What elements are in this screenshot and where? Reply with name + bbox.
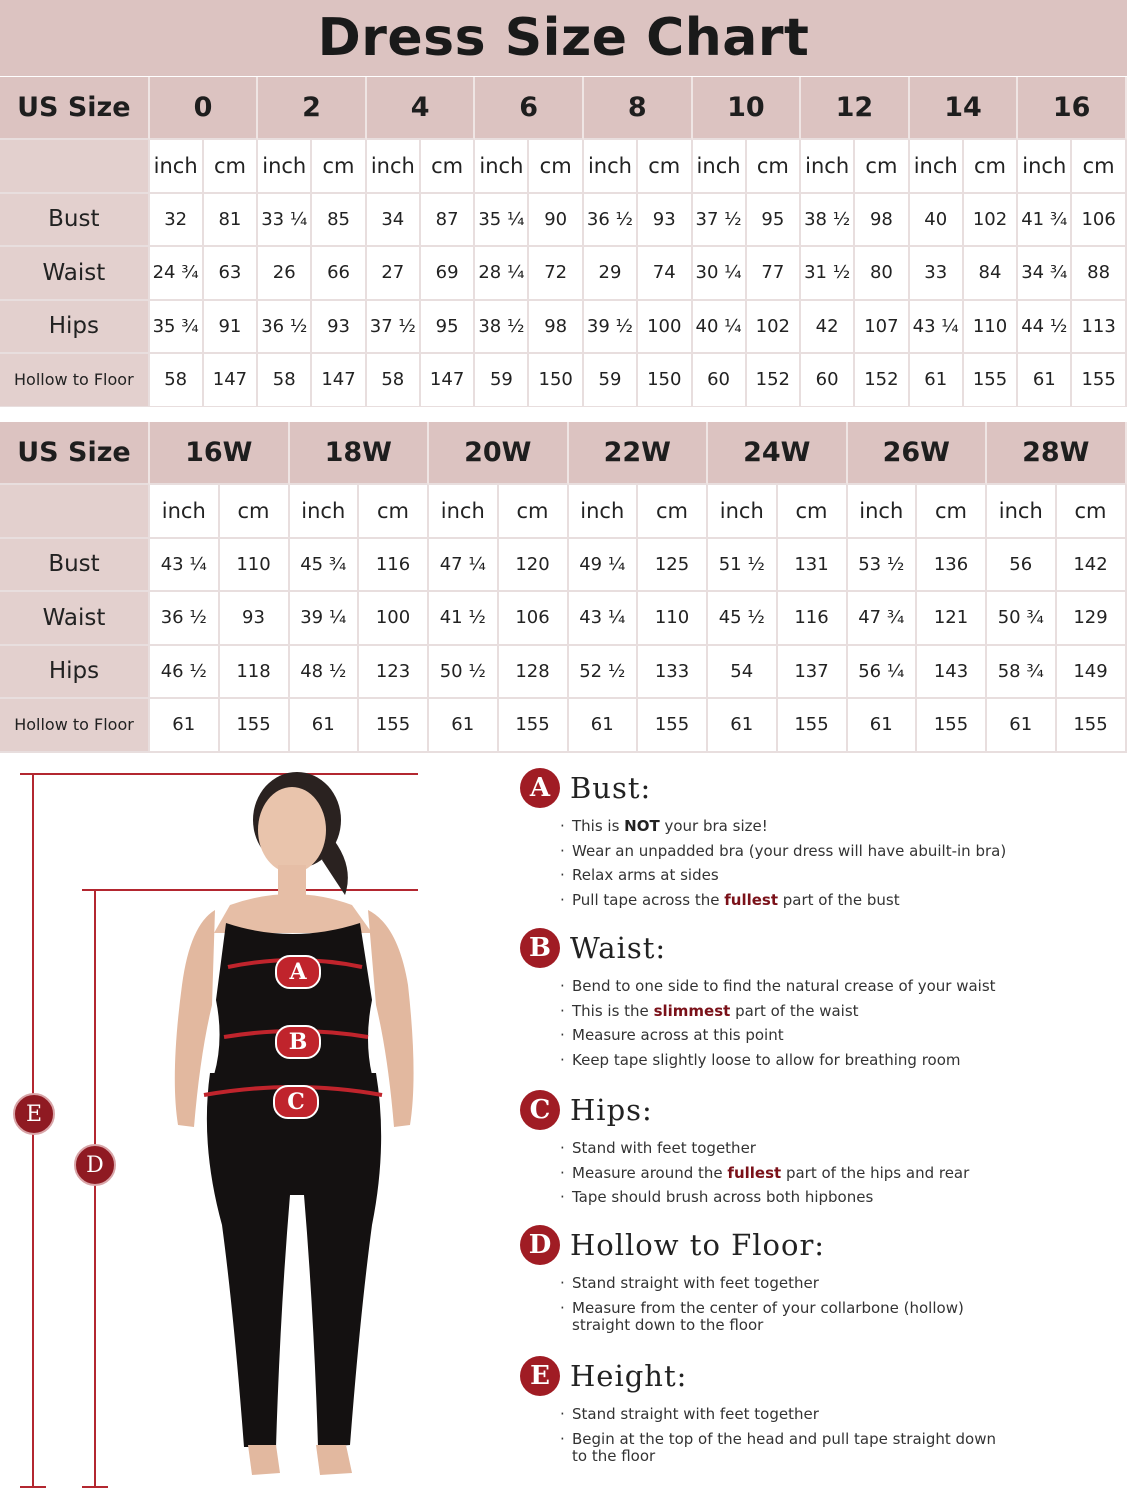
table-cell: 113 (1072, 301, 1127, 355)
table-cell: 152 (855, 354, 910, 408)
section-hips (520, 1090, 969, 1210)
table-cell: 98 (529, 301, 584, 355)
table-cell: 95 (421, 301, 476, 355)
table-cell: 45 ¾ (290, 539, 360, 593)
table-cell: 47 ¾ (848, 592, 918, 646)
marker-d-badge: D (74, 1144, 116, 1186)
unit-cm: cm (778, 485, 848, 539)
unit-cm: cm (747, 140, 802, 194)
table-cell: 58 (367, 354, 421, 408)
row-label-waist: Waist (0, 592, 150, 646)
bust-tip-1: · This is NOT your bra size! (572, 814, 1006, 839)
size-header-6: 6 (475, 77, 584, 140)
waist-tip-1: · Bend to one side to find the natural crease of your waist (572, 974, 996, 999)
table-cell: 80 (855, 247, 910, 301)
table-cell: 38 ½ (475, 301, 529, 355)
table-cell: 155 (220, 699, 290, 753)
table-cell: 93 (638, 194, 693, 248)
hips-tip-2: · Measure around the fullest part of the hips and rear (572, 1161, 969, 1186)
section-hollow-title: Hollow to Floor: (570, 1228, 826, 1262)
table-cell: 116 (778, 592, 848, 646)
size-header-20w: 20W (429, 422, 569, 485)
table-cell: 81 (204, 194, 259, 248)
table-cell: 85 (312, 194, 367, 248)
row-label-hips: Hips (0, 646, 150, 700)
marker-e-badge: E (13, 1093, 55, 1135)
model-right-foot (316, 1445, 352, 1475)
section-bust (520, 768, 1006, 912)
section-hips-badge: C (520, 1090, 560, 1130)
unit-inch: inch (584, 140, 638, 194)
table-cell: 37 ½ (693, 194, 747, 248)
section-hollow-to-floor (520, 1225, 964, 1334)
unit-cm: cm (964, 140, 1019, 194)
table-cell: 150 (638, 354, 693, 408)
table-cell: 123 (359, 646, 429, 700)
table-cell: 27 (367, 247, 421, 301)
table-cell: 110 (964, 301, 1019, 355)
unit-inch: inch (693, 140, 747, 194)
model-leggings (207, 1073, 381, 1447)
table-cell: 43 ¼ (150, 539, 220, 593)
table-cell: 133 (638, 646, 708, 700)
table-cell: 143 (917, 646, 987, 700)
unit-cm: cm (312, 140, 367, 194)
row-label-hollow-to-floor: Hollow to Floor (0, 354, 150, 408)
unit-inch: inch (801, 140, 855, 194)
section-bust-title: Bust: (570, 771, 652, 805)
table-cell: 93 (220, 592, 290, 646)
table-cell: 36 ½ (584, 194, 638, 248)
table-cell: 49 ¼ (569, 539, 639, 593)
table-cell: 155 (359, 699, 429, 753)
marker-b-tag: B (275, 1025, 321, 1059)
hollow-tip-2: · Measure from the center of your collarbone (hollow) straight down to the floor (572, 1300, 964, 1334)
hollow-tip-1: · Stand straight with feet together (572, 1271, 964, 1296)
unit-cm: cm (638, 140, 693, 194)
bust-tip-4: · Pull tape across the fullest part of the bust (572, 888, 1006, 913)
unit-cm: cm (917, 485, 987, 539)
unit-inch: inch (150, 140, 204, 194)
table-cell: 59 (475, 354, 529, 408)
size-header-28w: 28W (987, 422, 1127, 485)
table-cell: 33 ¼ (258, 194, 312, 248)
unit-inch: inch (569, 485, 639, 539)
size-header-16: 16 (1018, 77, 1127, 140)
waist-tip-2: · This is the slimmest part of the waist (572, 999, 996, 1024)
table-cell: 35 ¾ (150, 301, 204, 355)
unit-inch: inch (987, 485, 1057, 539)
table-cell: 41 ½ (429, 592, 499, 646)
table-cell: 43 ¼ (910, 301, 964, 355)
table-cell: 30 ¼ (693, 247, 747, 301)
size-header-26w: 26W (848, 422, 988, 485)
table-cell: 136 (917, 539, 987, 593)
unit-inch: inch (1018, 140, 1072, 194)
table-cell: 100 (359, 592, 429, 646)
table-cell: 34 (367, 194, 421, 248)
table-cell: 155 (638, 699, 708, 753)
row-label-bust: Bust (0, 194, 150, 248)
table-cell: 60 (801, 354, 855, 408)
table-cell: 155 (778, 699, 848, 753)
table-cell: 155 (917, 699, 987, 753)
unit-cm: cm (421, 140, 476, 194)
marker-a-tag: A (275, 955, 321, 989)
table-cell: 128 (499, 646, 569, 700)
table-cell: 40 (910, 194, 964, 248)
row-label-bust: Bust (0, 539, 150, 593)
table-cell: 88 (1072, 247, 1127, 301)
table-cell: 61 (1018, 354, 1072, 408)
table-cell: 107 (855, 301, 910, 355)
size-header-label: US Size (0, 77, 150, 140)
table-cell: 147 (421, 354, 476, 408)
hips-tip-1: · Stand with feet together (572, 1136, 969, 1161)
table-cell: 50 ¾ (987, 592, 1057, 646)
size-header-24w: 24W (708, 422, 848, 485)
table-cell: 95 (747, 194, 802, 248)
table-cell: 106 (499, 592, 569, 646)
table-cell: 63 (204, 247, 259, 301)
unit-row-label (0, 485, 150, 539)
height-tip-2: · Begin at the top of the head and pull tape straight down to the floor (572, 1431, 996, 1465)
bust-tip-3: · Relax arms at sides (572, 863, 1006, 888)
unit-inch: inch (429, 485, 499, 539)
table-cell: 118 (220, 646, 290, 700)
table-cell: 44 ½ (1018, 301, 1072, 355)
unit-cm: cm (220, 485, 290, 539)
table-cell: 152 (747, 354, 802, 408)
section-height-title: Height: (570, 1359, 688, 1393)
row-label-hollow-to-floor: Hollow to Floor (0, 699, 150, 753)
table-cell: 39 ¼ (290, 592, 360, 646)
size-header-8: 8 (584, 77, 693, 140)
table-cell: 51 ½ (708, 539, 778, 593)
table-cell: 39 ½ (584, 301, 638, 355)
table-cell: 53 ½ (848, 539, 918, 593)
unit-cm: cm (855, 140, 910, 194)
table-cell: 102 (747, 301, 802, 355)
table-cell: 110 (220, 539, 290, 593)
table-cell: 58 (150, 354, 204, 408)
waist-tip-3: · Measure across at this point (572, 1023, 996, 1048)
unit-inch: inch (258, 140, 312, 194)
size-header-16w: 16W (150, 422, 290, 485)
table-cell: 106 (1072, 194, 1127, 248)
table-cell: 149 (1057, 646, 1127, 700)
section-waist-title: Waist: (570, 931, 667, 965)
measurement-figure (0, 755, 500, 1500)
title-bar (0, 0, 1127, 76)
size-table-standard (0, 77, 1127, 408)
table-cell: 48 ½ (290, 646, 360, 700)
table-cell: 61 (569, 699, 639, 753)
table-cell: 98 (855, 194, 910, 248)
size-header-10: 10 (693, 77, 802, 140)
table-cell: 61 (708, 699, 778, 753)
unit-inch: inch (150, 485, 220, 539)
page-title: Dress Size Chart (317, 8, 810, 68)
table-cell: 58 ¾ (987, 646, 1057, 700)
table-cell: 61 (987, 699, 1057, 753)
section-waist (520, 928, 996, 1072)
table-cell: 33 (910, 247, 964, 301)
model-face (258, 787, 326, 873)
table-cell: 37 ½ (367, 301, 421, 355)
table-cell: 47 ¼ (429, 539, 499, 593)
size-header-4: 4 (367, 77, 476, 140)
table-cell: 61 (910, 354, 964, 408)
table-cell: 69 (421, 247, 476, 301)
table-cell: 66 (312, 247, 367, 301)
table-cell: 35 ¼ (475, 194, 529, 248)
table-cell: 129 (1057, 592, 1127, 646)
row-label-hips: Hips (0, 301, 150, 355)
table-cell: 56 (987, 539, 1057, 593)
unit-cm: cm (204, 140, 259, 194)
table-cell: 58 (258, 354, 312, 408)
unit-cm: cm (1057, 485, 1127, 539)
unit-cm: cm (499, 485, 569, 539)
table-cell: 45 ½ (708, 592, 778, 646)
unit-inch: inch (708, 485, 778, 539)
table-cell: 155 (964, 354, 1019, 408)
table-cell: 40 ¼ (693, 301, 747, 355)
table-cell: 90 (529, 194, 584, 248)
table-cell: 155 (499, 699, 569, 753)
table-cell: 121 (917, 592, 987, 646)
unit-inch: inch (848, 485, 918, 539)
unit-cm: cm (359, 485, 429, 539)
table-separator (0, 407, 1127, 421)
table-cell: 42 (801, 301, 855, 355)
table-cell: 125 (638, 539, 708, 593)
table-cell: 77 (747, 247, 802, 301)
table-cell: 61 (429, 699, 499, 753)
table-cell: 60 (693, 354, 747, 408)
table-cell: 155 (1057, 699, 1127, 753)
size-header-14: 14 (910, 77, 1019, 140)
section-height-badge: E (520, 1356, 560, 1396)
table-cell: 84 (964, 247, 1019, 301)
table-cell: 61 (290, 699, 360, 753)
table-cell: 31 ½ (801, 247, 855, 301)
table-cell: 100 (638, 301, 693, 355)
marker-c-tag: C (273, 1085, 319, 1119)
size-header-2: 2 (258, 77, 367, 140)
table-cell: 72 (529, 247, 584, 301)
size-header-22w: 22W (569, 422, 709, 485)
size-header-12: 12 (801, 77, 910, 140)
table-cell: 52 ½ (569, 646, 639, 700)
table-cell: 36 ½ (150, 592, 220, 646)
unit-cm: cm (529, 140, 584, 194)
table-cell: 41 ¾ (1018, 194, 1072, 248)
table-cell: 91 (204, 301, 259, 355)
unit-inch: inch (367, 140, 421, 194)
table-cell: 120 (499, 539, 569, 593)
table-cell: 147 (312, 354, 367, 408)
table-cell: 147 (204, 354, 259, 408)
table-cell: 102 (964, 194, 1019, 248)
unit-inch: inch (910, 140, 964, 194)
table-cell: 59 (584, 354, 638, 408)
table-cell: 29 (584, 247, 638, 301)
unit-cm: cm (638, 485, 708, 539)
table-cell: 26 (258, 247, 312, 301)
table-cell: 74 (638, 247, 693, 301)
table-cell: 32 (150, 194, 204, 248)
section-height (520, 1356, 996, 1465)
table-cell: 116 (359, 539, 429, 593)
section-bust-badge: A (520, 768, 560, 808)
section-hollow-badge: D (520, 1225, 560, 1265)
table-cell: 36 ½ (258, 301, 312, 355)
height-tip-1: · Stand straight with feet together (572, 1402, 996, 1427)
size-header-label: US Size (0, 422, 150, 485)
table-cell: 155 (1072, 354, 1127, 408)
unit-inch: inch (290, 485, 360, 539)
model-silhouette (0, 755, 500, 1500)
table-cell: 131 (778, 539, 848, 593)
table-cell: 38 ½ (801, 194, 855, 248)
table-cell: 43 ¼ (569, 592, 639, 646)
model-left-foot (248, 1445, 280, 1475)
table-cell: 46 ½ (150, 646, 220, 700)
unit-row-label (0, 140, 150, 194)
table-cell: 137 (778, 646, 848, 700)
table-cell: 142 (1057, 539, 1127, 593)
row-label-waist: Waist (0, 247, 150, 301)
table-cell: 61 (848, 699, 918, 753)
model-neck (278, 865, 306, 895)
size-header-18w: 18W (290, 422, 430, 485)
table-cell: 150 (529, 354, 584, 408)
table-cell: 87 (421, 194, 476, 248)
bust-tip-2: · Wear an unpadded bra (your dress will have abuilt-in bra) (572, 839, 1006, 864)
unit-inch: inch (475, 140, 529, 194)
table-cell: 50 ½ (429, 646, 499, 700)
table-cell: 61 (150, 699, 220, 753)
table-cell: 110 (638, 592, 708, 646)
table-cell: 56 ¼ (848, 646, 918, 700)
section-waist-badge: B (520, 928, 560, 968)
size-header-0: 0 (150, 77, 259, 140)
table-cell: 24 ¾ (150, 247, 204, 301)
waist-tip-4: · Keep tape slightly loose to allow for breathing room (572, 1048, 996, 1073)
table-cell: 54 (708, 646, 778, 700)
table-cell: 28 ¼ (475, 247, 529, 301)
table-cell: 93 (312, 301, 367, 355)
hips-tip-3: · Tape should brush across both hipbones (572, 1185, 969, 1210)
unit-cm: cm (1072, 140, 1127, 194)
size-table-plus (0, 422, 1127, 753)
section-hips-title: Hips: (570, 1093, 653, 1127)
table-cell: 34 ¾ (1018, 247, 1072, 301)
